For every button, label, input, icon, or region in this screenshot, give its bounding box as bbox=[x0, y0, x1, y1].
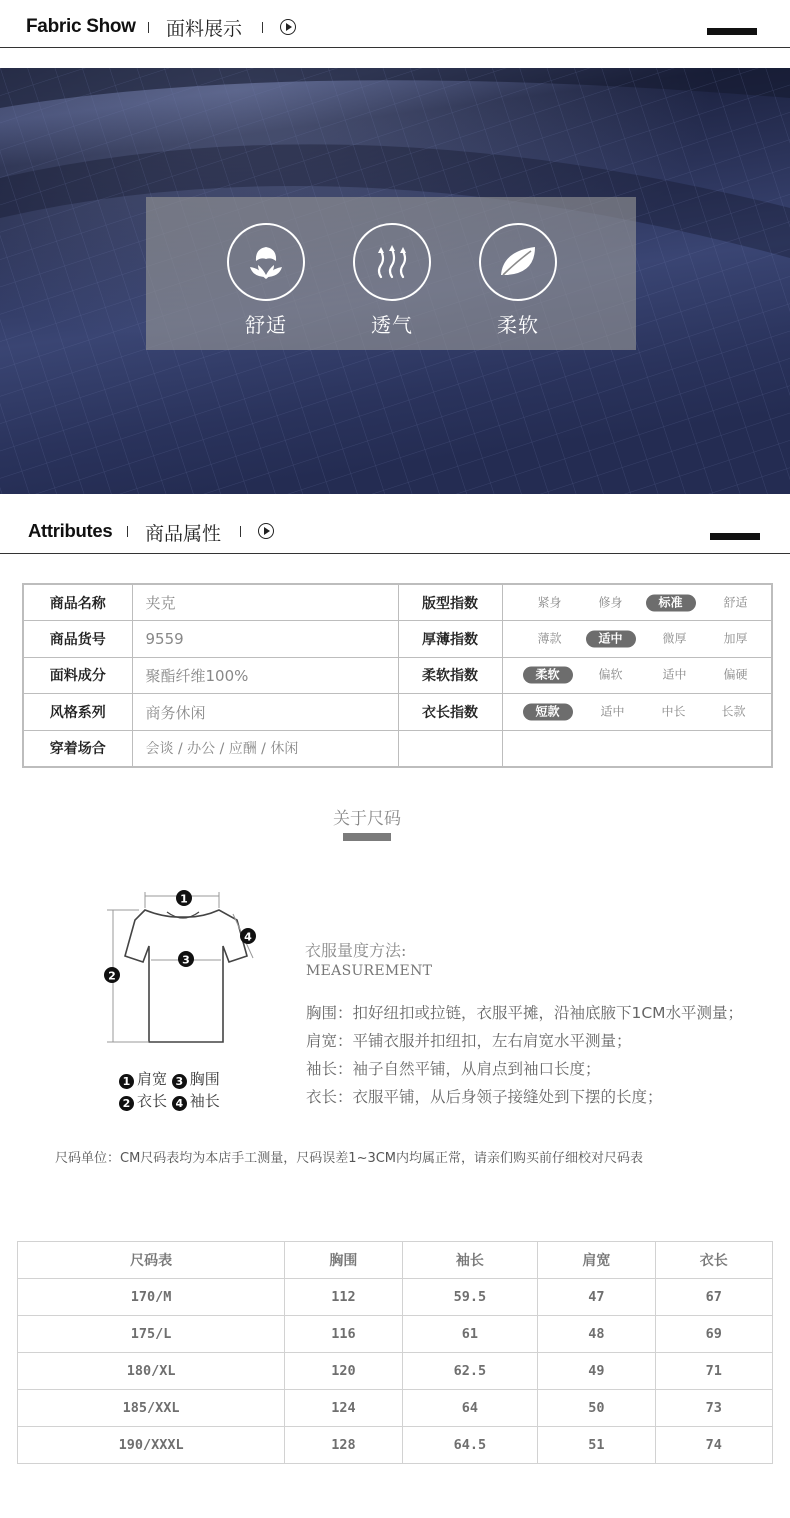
fabric-section-header bbox=[0, 0, 790, 48]
feature-comfort bbox=[227, 223, 305, 338]
svg-text:1: 1 bbox=[180, 892, 188, 906]
table-row bbox=[23, 621, 772, 658]
table-cell: 61 bbox=[402, 1316, 538, 1353]
index-option: 适中 bbox=[600, 704, 625, 719]
index-key: 版型指数 bbox=[398, 584, 502, 621]
header-accent-bar bbox=[707, 28, 757, 35]
index-option: 中长 bbox=[661, 704, 686, 719]
index-option: 微厚 bbox=[662, 631, 687, 646]
attributes-title-en: Attributes bbox=[28, 520, 113, 541]
attr-value: 会谈 / 办公 / 应酬 / 休闲 bbox=[132, 730, 398, 767]
feature-label: 透气 bbox=[371, 313, 413, 337]
table-cell: 69 bbox=[655, 1316, 772, 1353]
table-row bbox=[18, 1390, 773, 1427]
index-option: 适中 bbox=[662, 667, 687, 682]
diagram-legend bbox=[119, 1068, 220, 1089]
measurement-method-title: 衣服量度方法: bbox=[305, 941, 407, 960]
table-cell: 67 bbox=[655, 1279, 772, 1316]
empty-cell bbox=[502, 730, 772, 767]
attributes-title-cn: 商品属性 bbox=[145, 523, 222, 545]
table-cell: 73 bbox=[655, 1390, 772, 1427]
column-header: 胸围 bbox=[285, 1242, 402, 1279]
table-cell: 48 bbox=[538, 1316, 655, 1353]
attr-value: 聚酯纤维100% bbox=[132, 657, 398, 694]
column-header: 肩宽 bbox=[538, 1242, 655, 1279]
index-option: 偏硬 bbox=[723, 667, 748, 682]
cotton-icon bbox=[241, 237, 291, 287]
measurement-instruction: 袖长：袖子自然平铺，从肩点到袖口长度； bbox=[306, 1060, 601, 1078]
index-key: 衣长指数 bbox=[398, 694, 502, 731]
divider bbox=[240, 526, 241, 537]
title-accent-bar bbox=[343, 833, 391, 841]
index-option: 长款 bbox=[721, 704, 746, 719]
svg-text:2: 2 bbox=[108, 969, 116, 983]
index-option: 偏软 bbox=[598, 667, 623, 682]
svg-text:4: 4 bbox=[244, 930, 252, 944]
empty-cell bbox=[398, 730, 502, 767]
index-key: 柔软指数 bbox=[398, 657, 502, 694]
play-circle-icon[interactable] bbox=[258, 523, 274, 539]
diagram-legend bbox=[119, 1090, 220, 1111]
index-option: 舒适 bbox=[723, 595, 748, 610]
divider bbox=[127, 526, 128, 537]
column-header: 袖长 bbox=[402, 1242, 538, 1279]
legend-number: 2 bbox=[119, 1096, 134, 1111]
index-options bbox=[502, 584, 772, 621]
index-option-selected: 柔软 bbox=[523, 667, 573, 684]
index-option-selected: 适中 bbox=[586, 630, 636, 647]
table-cell: 175/L bbox=[18, 1316, 285, 1353]
legend-number: 1 bbox=[119, 1074, 134, 1089]
table-cell: 59.5 bbox=[402, 1279, 538, 1316]
table-row bbox=[18, 1353, 773, 1390]
attr-key: 商品货号 bbox=[23, 621, 132, 658]
fabric-title-en: Fabric Show bbox=[26, 16, 136, 37]
header-underline bbox=[0, 553, 790, 554]
shirt-measurement-diagram bbox=[95, 884, 270, 1054]
column-header: 衣长 bbox=[655, 1242, 772, 1279]
index-options bbox=[502, 621, 772, 658]
table-row bbox=[23, 584, 772, 621]
attributes-table bbox=[22, 583, 773, 768]
diagram-number-4 bbox=[240, 928, 256, 944]
legend-number: 4 bbox=[172, 1096, 187, 1111]
index-option: 加厚 bbox=[723, 631, 748, 646]
index-option: 修身 bbox=[598, 595, 623, 610]
diagram-number-2 bbox=[104, 967, 120, 983]
fabric-image bbox=[0, 68, 790, 494]
feature-soft bbox=[479, 223, 557, 338]
measurement-instruction: 衣长：衣服平铺，从后身领子接缝处到下摆的长度； bbox=[306, 1088, 663, 1106]
feature-breathable bbox=[353, 223, 431, 338]
table-row bbox=[23, 694, 772, 731]
attr-key: 风格系列 bbox=[23, 694, 132, 731]
measurement-instruction: 肩宽：平铺衣服并扣纽扣，左右肩宽水平测量； bbox=[306, 1032, 632, 1050]
table-row bbox=[18, 1427, 773, 1464]
index-option-selected: 短款 bbox=[523, 704, 573, 721]
diagram-number-1 bbox=[176, 890, 192, 906]
table-cell: 74 bbox=[655, 1427, 772, 1464]
leaf-icon bbox=[493, 237, 543, 287]
table-row bbox=[18, 1316, 773, 1353]
table-row bbox=[18, 1279, 773, 1316]
diagram-number-3 bbox=[178, 951, 194, 967]
attr-value: 9559 bbox=[132, 621, 398, 658]
table-header-row bbox=[18, 1242, 773, 1279]
index-option: 紧身 bbox=[537, 595, 562, 610]
table-cell: 116 bbox=[285, 1316, 402, 1353]
table-cell: 128 bbox=[285, 1427, 402, 1464]
attributes-section-header bbox=[0, 506, 790, 554]
attr-value: 夹克 bbox=[132, 584, 398, 621]
legend-label: 肩宽 bbox=[137, 1070, 168, 1088]
table-cell: 50 bbox=[538, 1390, 655, 1427]
attr-key: 穿着场合 bbox=[23, 730, 132, 767]
index-key: 厚薄指数 bbox=[398, 621, 502, 658]
table-cell: 120 bbox=[285, 1353, 402, 1390]
table-cell: 112 bbox=[285, 1279, 402, 1316]
attr-key: 商品名称 bbox=[23, 584, 132, 621]
fabric-title-cn: 面料展示 bbox=[166, 18, 243, 40]
attr-value: 商务休闲 bbox=[132, 694, 398, 731]
table-cell: 47 bbox=[538, 1279, 655, 1316]
header-accent-bar bbox=[710, 533, 760, 540]
table-cell: 64 bbox=[402, 1390, 538, 1427]
measurement-instruction: 胸围：扣好纽扣或拉链，衣服平摊，沿袖底腋下1CM水平测量； bbox=[306, 1004, 744, 1022]
size-table bbox=[17, 1241, 773, 1464]
legend-label: 袖长 bbox=[189, 1092, 220, 1110]
feature-label: 柔软 bbox=[497, 313, 539, 337]
size-note: 尺码单位：CM尺码表均为本店手工测量，尺码误差1~3CM内均属正常，请亲们购买前仔细校对尺码表 bbox=[55, 1151, 644, 1166]
divider bbox=[262, 22, 263, 33]
index-option-selected: 标准 bbox=[646, 594, 696, 611]
index-options bbox=[502, 694, 772, 731]
table-cell: 124 bbox=[285, 1390, 402, 1427]
table-cell: 185/XXL bbox=[18, 1390, 285, 1427]
table-row bbox=[23, 657, 772, 694]
feature-panel bbox=[146, 197, 636, 350]
table-cell: 51 bbox=[538, 1427, 655, 1464]
header-underline bbox=[0, 47, 790, 48]
steam-icon bbox=[367, 237, 417, 287]
svg-text:3: 3 bbox=[182, 953, 190, 967]
divider bbox=[148, 22, 149, 33]
index-option: 薄款 bbox=[537, 631, 562, 646]
table-cell: 64.5 bbox=[402, 1427, 538, 1464]
size-guide-title: 关于尺码 bbox=[333, 809, 401, 829]
index-options bbox=[502, 657, 772, 694]
column-header: 尺码表 bbox=[18, 1242, 285, 1279]
table-cell: 190/XXXL bbox=[18, 1427, 285, 1464]
table-cell: 180/XL bbox=[18, 1353, 285, 1390]
play-circle-icon[interactable] bbox=[280, 19, 296, 35]
table-cell: 170/M bbox=[18, 1279, 285, 1316]
table-cell: 71 bbox=[655, 1353, 772, 1390]
attr-key: 面料成分 bbox=[23, 657, 132, 694]
legend-label: 衣长 bbox=[137, 1092, 168, 1110]
table-row bbox=[23, 730, 772, 767]
feature-label: 舒适 bbox=[245, 313, 287, 337]
legend-label: 胸围 bbox=[189, 1070, 220, 1088]
measurement-subtitle: MEASUREMENT bbox=[306, 963, 433, 979]
table-cell: 49 bbox=[538, 1353, 655, 1390]
legend-number: 3 bbox=[172, 1074, 187, 1089]
table-cell: 62.5 bbox=[402, 1353, 538, 1390]
